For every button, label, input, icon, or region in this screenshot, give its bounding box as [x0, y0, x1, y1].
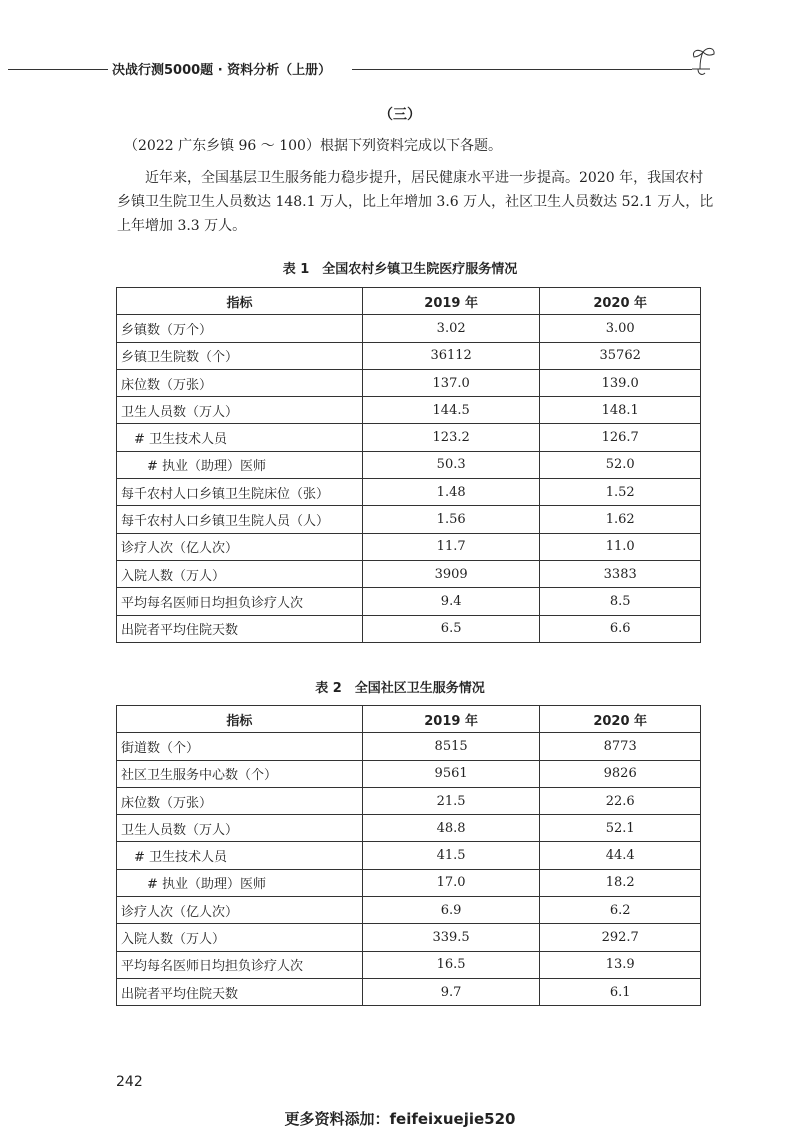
- question-intro: （2022 广东乡镇 96 ～ 100）根据下列资料完成以下各题。: [124, 138, 502, 154]
- cell-value: 8515: [362, 733, 540, 760]
- table-header-row: [117, 706, 701, 733]
- row-label: 社区卫生服务中心数（个）: [117, 760, 363, 787]
- row-label: 平均每名医师日均担负诊疗人次: [117, 588, 363, 615]
- footer-note: 更多资料添加：feifeixuejie520: [284, 1110, 516, 1128]
- cell-value: 21.5: [362, 787, 540, 814]
- cell-value: 48.8: [362, 815, 540, 842]
- table-row: [117, 842, 701, 869]
- table-row: [117, 588, 701, 615]
- cell-value: 339.5: [362, 924, 540, 951]
- cell-value: 3.02: [362, 315, 540, 342]
- column-header: 2019 年: [362, 706, 540, 733]
- cell-value: 1.62: [540, 506, 701, 533]
- row-label: # 执业（助理）医师: [117, 451, 363, 478]
- cell-value: 22.6: [540, 787, 701, 814]
- page-number: 242: [116, 1074, 143, 1090]
- cell-value: 6.2: [540, 897, 701, 924]
- row-label: 每千农村人口乡镇卫生院人员（人）: [117, 506, 363, 533]
- column-header: 指标: [117, 288, 363, 315]
- table-row: [117, 924, 701, 951]
- cell-value: 11.0: [540, 533, 701, 560]
- book-title: 决战行测5000题 · 资料分析（上册）: [112, 63, 332, 78]
- cell-value: 8773: [540, 733, 701, 760]
- section-title: （三）: [379, 107, 421, 123]
- cell-value: 3909: [362, 560, 540, 587]
- cell-value: 8.5: [540, 588, 701, 615]
- cell-value: 9826: [540, 760, 701, 787]
- table-row: [117, 397, 701, 424]
- table1-body: [117, 315, 701, 643]
- cell-value: 9.4: [362, 588, 540, 615]
- table2-body: [117, 733, 701, 1006]
- cell-value: 52.1: [540, 815, 701, 842]
- table-row: [117, 978, 701, 1005]
- row-label: 床位数（万张）: [117, 369, 363, 396]
- row-label: 入院人数（万人）: [117, 924, 363, 951]
- cell-value: 9.7: [362, 978, 540, 1005]
- cell-value: 1.56: [362, 506, 540, 533]
- cell-value: 41.5: [362, 842, 540, 869]
- table-row: [117, 451, 701, 478]
- cell-value: 11.7: [362, 533, 540, 560]
- row-label: 诊疗人次（亿人次）: [117, 897, 363, 924]
- table1: [116, 287, 701, 643]
- table-row: [117, 369, 701, 396]
- table-row: [117, 479, 701, 506]
- table-row: [117, 951, 701, 978]
- table-row: [117, 733, 701, 760]
- sprout-icon: [688, 46, 718, 78]
- row-label: 诊疗人次（亿人次）: [117, 533, 363, 560]
- row-label: # 执业（助理）医师: [117, 869, 363, 896]
- row-label: # 卫生技术人员: [117, 424, 363, 451]
- cell-value: 9561: [362, 760, 540, 787]
- cell-value: 292.7: [540, 924, 701, 951]
- table-row: [117, 560, 701, 587]
- table-row: [117, 760, 701, 787]
- cell-value: 50.3: [362, 451, 540, 478]
- table-row: [117, 315, 701, 342]
- cell-value: 3383: [540, 560, 701, 587]
- table-row: [117, 533, 701, 560]
- table2: [116, 705, 701, 1006]
- cell-value: 6.9: [362, 897, 540, 924]
- table-row: [117, 342, 701, 369]
- table-row: [117, 897, 701, 924]
- cell-value: 137.0: [362, 369, 540, 396]
- cell-value: 6.1: [540, 978, 701, 1005]
- cell-value: 6.5: [362, 615, 540, 642]
- cell-value: 44.4: [540, 842, 701, 869]
- cell-value: 3.00: [540, 315, 701, 342]
- cell-value: 126.7: [540, 424, 701, 451]
- table-header-row: [117, 288, 701, 315]
- row-label: 卫生人员数（万人）: [117, 397, 363, 424]
- row-label: 床位数（万张）: [117, 787, 363, 814]
- row-label: 街道数（个）: [117, 733, 363, 760]
- row-label: 乡镇数（万个）: [117, 315, 363, 342]
- table2-caption: 表 2 全国社区卫生服务情况: [315, 681, 485, 696]
- cell-value: 17.0: [362, 869, 540, 896]
- cell-value: 16.5: [362, 951, 540, 978]
- cell-value: 139.0: [540, 369, 701, 396]
- cell-value: 148.1: [540, 397, 701, 424]
- column-header: 2020 年: [540, 706, 701, 733]
- row-label: 出院者平均住院天数: [117, 978, 363, 1005]
- column-header: 2020 年: [540, 288, 701, 315]
- cell-value: 144.5: [362, 397, 540, 424]
- table-row: [117, 869, 701, 896]
- table-row: [117, 815, 701, 842]
- table-row: [117, 787, 701, 814]
- table1-caption: 表 1 全国农村乡镇卫生院医疗服务情况: [282, 262, 518, 277]
- column-header: 指标: [117, 706, 363, 733]
- cell-value: 36112: [362, 342, 540, 369]
- header-rule-right: [352, 69, 692, 70]
- row-label: # 卫生技术人员: [117, 842, 363, 869]
- table-row: [117, 615, 701, 642]
- cell-value: 6.6: [540, 615, 701, 642]
- row-label: 每千农村人口乡镇卫生院床位（张）: [117, 479, 363, 506]
- cell-value: 1.48: [362, 479, 540, 506]
- cell-value: 123.2: [362, 424, 540, 451]
- row-label: 平均每名医师日均担负诊疗人次: [117, 951, 363, 978]
- cell-value: 18.2: [540, 869, 701, 896]
- table-row: [117, 506, 701, 533]
- row-label: 乡镇卫生院数（个）: [117, 342, 363, 369]
- cell-value: 13.9: [540, 951, 701, 978]
- row-label: 入院人数（万人）: [117, 560, 363, 587]
- material-paragraph: 近年来，全国基层卫生服务能力稳步提升，居民健康水平进一步提高。2020 年，我国农村乡镇卫生院卫生人员数达 148.1 万人，比上年增加 3.6 万人，社区卫生人员数达 52.1 万人，比上年增加 3.3 万人。: [117, 170, 714, 234]
- row-label: 出院者平均住院天数: [117, 615, 363, 642]
- cell-value: 52.0: [540, 451, 701, 478]
- cell-value: 1.52: [540, 479, 701, 506]
- page-header: [0, 46, 800, 86]
- table-row: [117, 424, 701, 451]
- cell-value: 35762: [540, 342, 701, 369]
- row-label: 卫生人员数（万人）: [117, 815, 363, 842]
- column-header: 2019 年: [362, 288, 540, 315]
- header-rule-left: [8, 69, 108, 70]
